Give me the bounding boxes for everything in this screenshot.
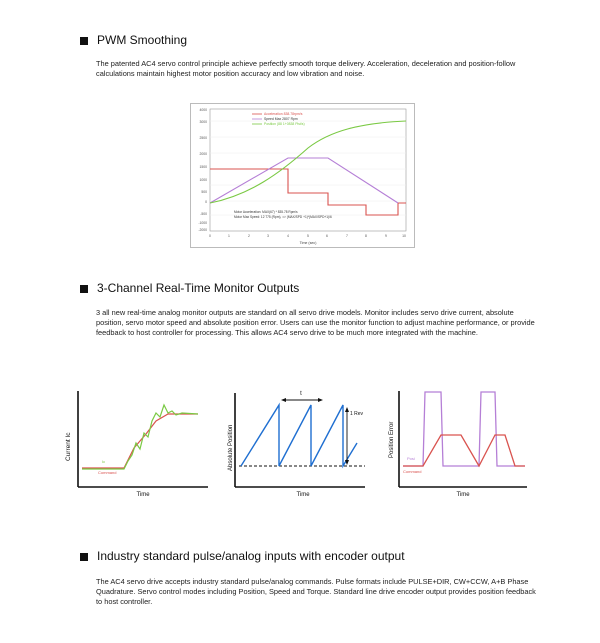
y-tick: -500 [200, 212, 207, 216]
graph3-xlabel: Time [456, 492, 470, 498]
y-tick: 2500 [199, 136, 207, 140]
graph2-rev-label: 1 Rev [350, 411, 364, 417]
command-line [403, 435, 525, 466]
x-tick: 1 [228, 234, 230, 238]
y-tick: 4000 [199, 108, 207, 112]
legend-acceleration: Acceleration 838.78rpm/s [264, 112, 303, 117]
y-tick: 3000 [199, 120, 207, 124]
x-tick: 7 [346, 234, 348, 238]
section2-paragraph: 3 all new real-time analog monitor outputs are standard on all servo drive models. Monitor includes servo drive current, absolute position, servo motor speed and absolute position error. Users can use the monitor function to adjust machine performance, or provide feedback to host controller for processing. This allows AC4 servo drive to be much more integrated with the machine. [96, 308, 535, 337]
y-tick: 500 [201, 190, 207, 194]
graph3-posi-label: Posi [407, 456, 415, 461]
x-tick: 4 [287, 234, 289, 238]
section2-heading: 3-Channel Real-Time Monitor Outputs [97, 281, 300, 295]
graph3-ylabel: Position Error [389, 421, 395, 458]
sawtooth-line [241, 405, 357, 466]
x-tick: 6 [326, 234, 328, 238]
graph1-ylabel: Current Ic [65, 432, 72, 461]
x-tick: 10 [402, 234, 406, 238]
legend-speed: Speed Max 2807 Rpm [264, 117, 298, 122]
y-tick: -2000 [198, 228, 207, 232]
section3-heading: Industry standard pulse/analog inputs with encoder output [97, 549, 405, 563]
x-tick: 3 [267, 234, 269, 238]
x-axis-label: Time (sec) [299, 241, 317, 245]
x-tick: 2 [248, 234, 250, 238]
graph2-t-label: t [300, 391, 302, 397]
y-tick: 2000 [199, 152, 207, 156]
x-tick: 5 [307, 234, 309, 238]
x-tick: 8 [365, 234, 367, 238]
section2-bullet [80, 285, 88, 293]
x-tick: 0 [209, 234, 211, 238]
absolute-position-graph [225, 383, 373, 501]
legend-position: Position (88 1+0838 Plst/s) [264, 122, 305, 127]
current-monitor-graph [58, 383, 214, 501]
y-tick: -1000 [198, 221, 207, 225]
section3-paragraph: The AC4 servo drive accepts industry standard pulse/analog commands. Pulse formats include PULSE+DIR, CW+CCW, A+B Phase Quadrature. Servo control modes including Position, Speed and Torque. Standard line drive encoder output provides position feedback to host controller. [96, 577, 536, 606]
graph3-command-label: Command [403, 469, 422, 474]
command-line [82, 414, 198, 468]
section3-bullet [80, 553, 88, 561]
y-tick: 0 [205, 200, 207, 204]
posi-line [403, 392, 525, 466]
section1-heading: PWM Smoothing [97, 33, 188, 47]
graph2-xlabel: Time [296, 492, 310, 498]
ic-line [82, 405, 198, 469]
chart-annotation-2: Motor Max Speed: 12 775 (Rpm), => (MAX/SPD +1)*(MAX/SPD+1)/6 [234, 215, 332, 219]
y-tick: 1000 [199, 178, 207, 182]
section1-bullet [80, 37, 88, 45]
pwm-smoothing-chart [190, 103, 415, 248]
chart-annotation-1: Motor Acceleration: MAX(67) * 835.78 Rpm/s [234, 210, 298, 214]
graph1-xlabel: Time [136, 492, 150, 498]
x-tick: 9 [385, 234, 387, 238]
graph1-command-label: Command [98, 470, 117, 475]
position-error-graph [383, 383, 533, 501]
y-tick: 1500 [199, 165, 207, 169]
section1-paragraph: The patented AC4 servo control principle achieve perfectly smooth torque delivery. Acceleration, deceleration and position-follow calculations maintain highest motor position accuracy and low vibration and noise. [96, 59, 516, 78]
graph2-ylabel: Absolute Position [228, 424, 234, 471]
graph1-ic-label: Ic [102, 459, 106, 464]
